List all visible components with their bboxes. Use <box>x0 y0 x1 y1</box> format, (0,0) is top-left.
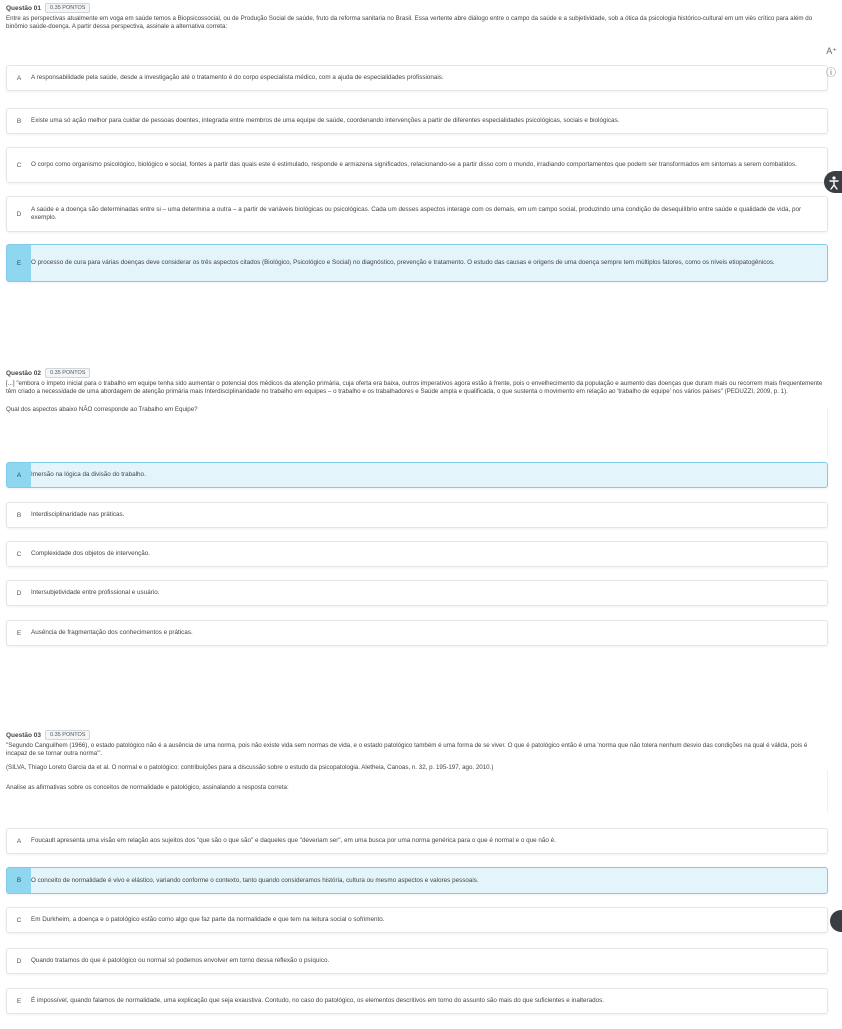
option-text: Existe uma só ação melhor para cuidar de pessoas doentes, integrada entre membros de uma equipe de saúde, coordenando intervenções a partir de diferentes especialidades psicológicas, sociais e biológicas. <box>31 117 620 124</box>
option-letter: A <box>16 837 22 845</box>
option-letter: A <box>7 463 31 487</box>
question-statement: [...] "embora o ímpeto inicial para o trabalho em equipe tenha sido aumentar o potencial dos médicos da atenção primária, cuja oferta era baixa, outros imperativos agora estão à frente, pois o envelhecimento da população e aumento das doenças que duram mais ou recorrem mais frequentemente têm criado a necessidade de uma abordagem de atenção primária mais Interdisciplinaridade no trabalho em equipes – o trabalho e os trabalhadores e Saúde ampla e qualificada, o que sustenta o movimento em relação ao 'trabalho de equipe' nos vários países" (PEDUZZI, 2009, p. 1). <box>6 380 823 395</box>
option-d[interactable] <box>6 948 828 974</box>
option-b-selected[interactable] <box>6 867 828 894</box>
option-text: Foucault apresenta uma visão em relação aos sujeitos dos "que são o que são" e daqueles que "deveriam ser", em uma busca por uma norma genérica para o que é normal e o que não é. <box>31 837 556 844</box>
option-letter: B <box>7 868 31 893</box>
question-01 <box>6 3 828 31</box>
question-number: Questão 02 <box>6 369 42 377</box>
points-badge: 0.35 PONTOS <box>45 3 90 13</box>
option-e-selected[interactable] <box>6 244 828 282</box>
question-prompt: Analise as afirmativas sobre os conceitos de normalidade e patológico, assinalando a resposta correta: <box>6 784 289 791</box>
option-d[interactable] <box>6 196 828 232</box>
option-text: Interdisciplinaridade nas práticas. <box>31 511 125 518</box>
question-statement: Entre as perspectivas atualmente em voga em saúde temos a Biopsicossocial, ou de Produção Social de saúde, fruto da reforma sanitaria no Brasil. Essa vertente abre diálogo entre o campo da saúde e a subjetividade, sob a ótica da psicologia histórico-cultural em um viés crítico para além do binômio saúde-doença. A partir dessa perspectiva, assinale a alternativa correta: <box>6 15 813 30</box>
option-text: O processo de cura para várias doenças deve considerar os três aspectos citados (Biológico, Psicológico e Social) no diagnóstico, prevenção e tratamento. O estudo das causas e origens de uma doença sempre tem múltiplos fatores, como os níveis etiopatogênicos. <box>31 259 775 266</box>
option-e[interactable] <box>6 988 828 1014</box>
scroll-edge <box>827 408 828 456</box>
option-letter: E <box>7 245 31 281</box>
option-b[interactable] <box>6 502 828 528</box>
question-statement: "Segundo Canguilhem (1966), o estado patológico não é a ausência de uma norma, pois não existe vida sem normas de vida, e o estado patológico também é uma forma de se viver. O que é patológico então é uma 'norma que não tolera nenhum desvio das condições na qual é válida, pois é incapaz de se tornar outra norma'". <box>6 742 808 757</box>
option-letter: B <box>16 117 22 125</box>
option-letter: B <box>16 511 22 519</box>
option-text: Imersão na lógica da divisão do trabalho. <box>31 471 146 478</box>
points-badge: 0.35 PONTOS <box>45 368 90 378</box>
option-d[interactable] <box>6 580 828 606</box>
option-e[interactable] <box>6 620 828 646</box>
points-badge: 0.35 PONTOS <box>45 730 90 740</box>
info-icon[interactable]: ⓘ <box>826 68 836 79</box>
option-letter: C <box>16 161 22 169</box>
font-size-button[interactable]: A⁺ <box>826 46 837 56</box>
option-text: É impossível, quando falamos de normalidade, uma explicação que seja exaustiva. Contudo, no caso do patológico, os elementos descritivos em torno do assunto são mais do que suficientes e inalterados. <box>31 997 605 1004</box>
option-text: Ausência de fragmentação dos conhecimentos e práticas. <box>31 629 193 636</box>
question-number: Questão 03 <box>6 731 42 739</box>
option-letter: E <box>16 997 22 1005</box>
option-text: Intersubjetividade entre profissional e usuário. <box>31 589 160 596</box>
scroll-edge <box>827 770 828 812</box>
accessibility-icon[interactable] <box>824 171 842 193</box>
option-c[interactable] <box>6 907 828 933</box>
question-03 <box>6 730 828 792</box>
question-citation: (SILVA, Thiago Loreto Garcia da et al. O normal e o patológico: contribuições para a discussão sobre o estudo da psicopatologia. Aletheia, Canoas, n. 32, p. 195-197, ago. 2010.) <box>6 764 494 771</box>
option-a-selected[interactable] <box>6 462 828 488</box>
option-c[interactable] <box>6 541 828 567</box>
option-text: O conceito de normalidade é vivo e elástico, variando conforme o contexto, tanto quando consideramos história, cultura ou mesmo aspectos e valores pessoais. <box>31 876 479 884</box>
option-letter: A <box>16 74 22 82</box>
option-text: O corpo como organismo psicológico, biológico e social, fontes a partir das quais este é estimulado, responde e armazena significados, relacionando-se a partir disso com o mundo, irradiando comportamentos que podem ser transformados em sintomas a serem combatidos. <box>31 161 797 168</box>
question-header <box>6 730 828 740</box>
option-letter: D <box>16 957 22 965</box>
option-letter: C <box>16 550 22 558</box>
option-text: Complexidade dos objetos de intervenção. <box>31 550 151 557</box>
option-text: A saúde e a doença são determinadas entre si – uma determina a outra – a partir de variáveis biológicas ou psicológicas. Cada um desses aspectos interage com os demais, em um campo social, produzindo uma condição de desequilíbrio entre saúde e qualidade de vida, por exemplo. <box>31 206 802 221</box>
option-letter: E <box>16 629 22 637</box>
option-b[interactable] <box>6 108 828 134</box>
option-letter: C <box>16 916 22 924</box>
option-text: A responsabilidade pela saúde, desde a investigação até o tratamento é do corpo especialista médico, com a ajuda de especialidades profissionais. <box>31 74 444 81</box>
option-letter: D <box>16 210 22 218</box>
question-02 <box>6 368 828 414</box>
accessibility-glyph <box>824 171 842 193</box>
question-prompt: Qual dos aspectos abaixo NÃO corresponde ao Trabalho em Equipe? <box>6 406 198 413</box>
option-text: Quando tratamos do que é patológico ou normal só podemos envolver em torno dessa reflexão o psíquico. <box>31 957 330 964</box>
option-a[interactable] <box>6 828 828 854</box>
option-c[interactable] <box>6 147 828 183</box>
option-a[interactable] <box>6 65 828 91</box>
question-header <box>6 368 828 378</box>
option-text: Em Durkheim, a doença e o patológico estão como algo que faz parte da normalidade e que tem na leitura social o sofrimento. <box>31 916 385 923</box>
question-header <box>6 3 828 13</box>
option-letter: D <box>16 589 22 597</box>
question-number: Questão 01 <box>6 4 42 12</box>
side-widget-icon[interactable] <box>830 910 842 932</box>
